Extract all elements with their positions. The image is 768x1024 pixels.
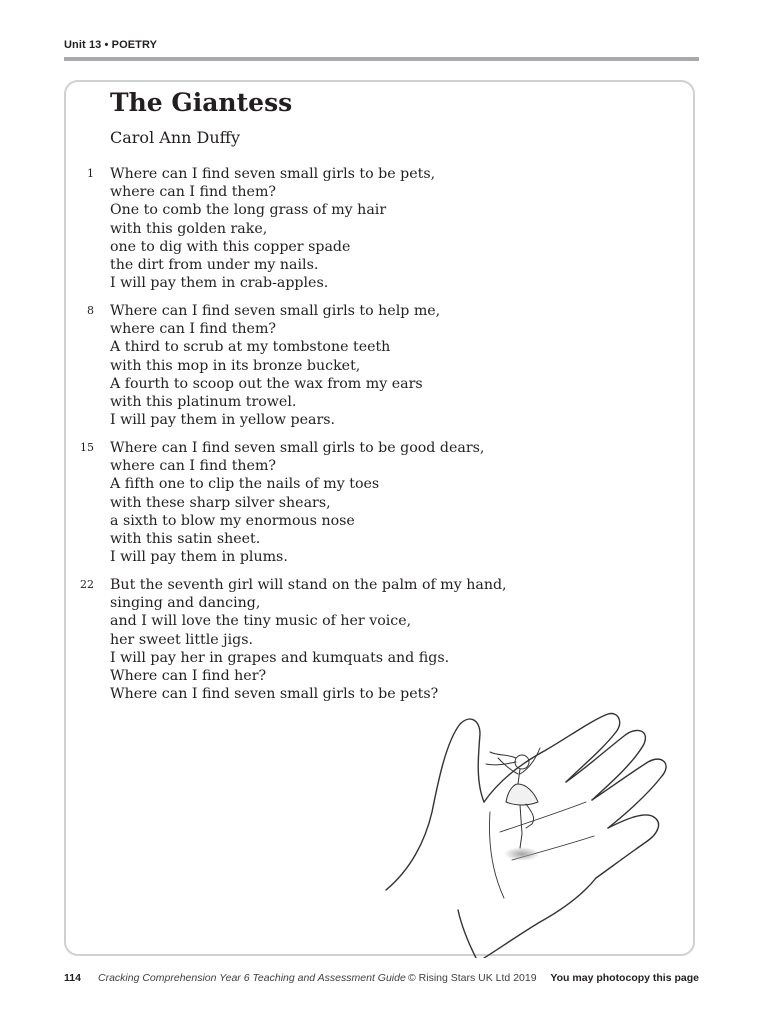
poem-line: A fourth to scoop out the wax from my ears <box>110 375 423 392</box>
stanza <box>110 439 610 566</box>
poem-line: I will pay them in plums. <box>110 549 288 566</box>
poem-line: and I will love the tiny music of her voice, <box>110 613 412 630</box>
poem-line: with this satin sheet. <box>110 531 261 548</box>
stanza <box>110 165 610 292</box>
poem-line: with this golden rake, <box>110 220 268 237</box>
poem-author: Carol Ann Duffy <box>110 128 241 147</box>
poem-line: Where can I find seven small girls to be pets? <box>110 686 439 703</box>
line-number: 8 <box>87 304 94 317</box>
poem-line: the dirt from under my nails. <box>110 257 319 274</box>
stanza <box>110 576 610 703</box>
poem-line: A fifth one to clip the nails of my toes <box>110 476 380 493</box>
poem-line: with these sharp silver shears, <box>110 494 331 511</box>
poem-line: a sixth to blow my enormous nose <box>110 512 355 529</box>
footer-page-number: 114 <box>64 972 81 984</box>
poem-line: singing and dancing, <box>110 595 261 612</box>
line-number: 15 <box>80 441 94 454</box>
poem-line: Where can I find seven small girls to be pets, <box>110 166 436 182</box>
poem-line: where can I find them? <box>110 321 277 338</box>
giant-hand-illustration <box>380 712 680 958</box>
poem-line: But the seventh girl will stand on the palm of my hand, <box>110 577 507 593</box>
header-rule <box>64 57 699 61</box>
poem-line: I will pay them in crab-apples. <box>110 275 329 292</box>
line-number: 22 <box>80 578 94 591</box>
hand-and-dancer-icon <box>380 712 680 958</box>
poem-line: One to comb the long grass of my hair <box>110 202 387 219</box>
footer-photocopy-notice: You may photocopy this page <box>550 972 699 984</box>
poem-line: with this platinum trowel. <box>110 394 297 411</box>
poem-line: where can I find them? <box>110 184 277 201</box>
poem-line: A third to scrub at my tombstone teeth <box>110 339 391 356</box>
unit-header: Unit 13 • POETRY <box>64 39 158 51</box>
footer-book-title: Cracking Comprehension Year 6 Teaching and Assessment Guide <box>98 972 406 984</box>
poem-line: Where can I find seven small girls to help me, <box>110 303 441 319</box>
line-number: 1 <box>87 167 94 180</box>
footer-copyright: © Rising Stars UK Ltd 2019 <box>408 972 537 984</box>
poem-line: I will pay her in grapes and kumquats and figs. <box>110 649 450 666</box>
poem-line: one to dig with this copper spade <box>110 238 351 255</box>
poem-line: Where can I find her? <box>110 668 267 685</box>
poem-line: I will pay them in yellow pears. <box>110 412 336 429</box>
poem-line: her sweet little jigs. <box>110 631 253 648</box>
poem-line: where can I find them? <box>110 458 277 475</box>
poem-line: Where can I find seven small girls to be good dears, <box>110 440 485 456</box>
poem-title: The Giantess <box>110 88 293 117</box>
stanza <box>110 302 610 429</box>
poem-line: with this mop in its bronze bucket, <box>110 357 361 374</box>
